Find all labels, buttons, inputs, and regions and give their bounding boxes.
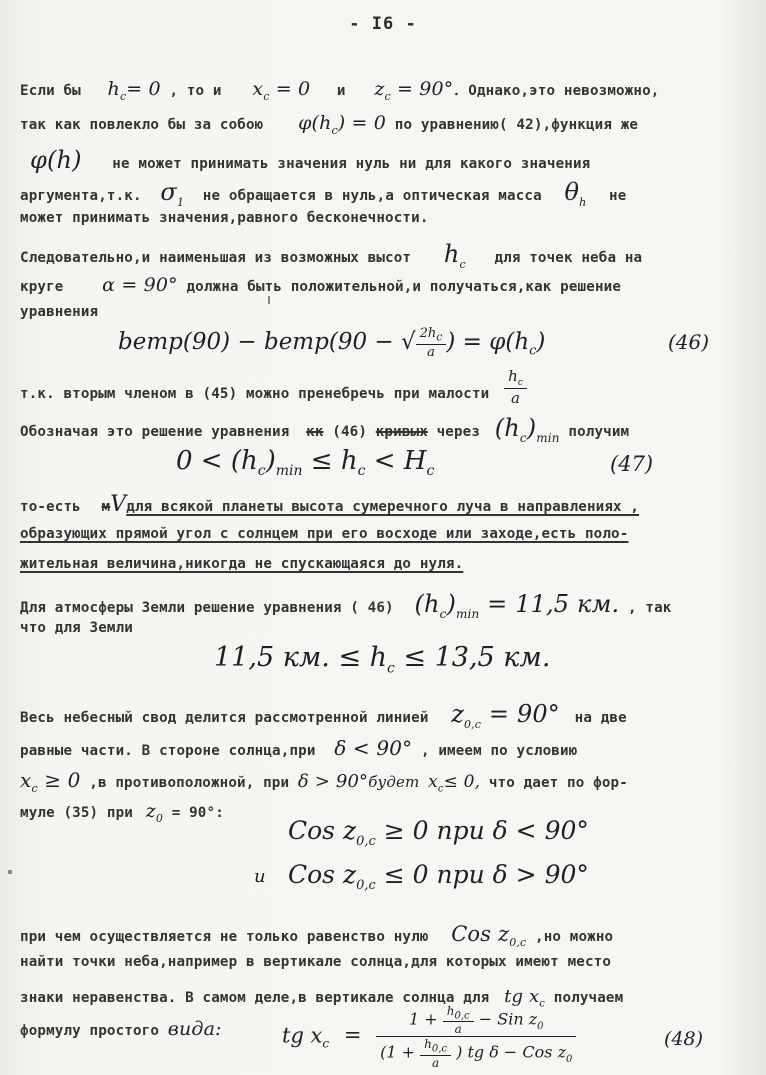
handwritten-budet: будет — [368, 773, 420, 791]
handwritten-cos-z0c: Cos $z_{0,c}$ — [451, 922, 527, 950]
scan-mark — [268, 296, 270, 304]
text: формулу простого — [20, 1023, 160, 1039]
handwritten-delta-lt-90: δ < 90° — [334, 736, 413, 760]
text: так как повлекло бы за собою — [20, 117, 264, 133]
handwritten-xc-le-0: $x_c\le 0$, — [428, 772, 481, 795]
formula-46: bemp(90) − bemp(90 − √ $\frac{2h_c}{a}$ ) = $\varphi(h_c)$ — [118, 326, 546, 360]
text: Весь небесный свод делится рассмотренной линией — [20, 710, 429, 726]
text-line-2 — [20, 112, 638, 137]
equation-number-48: (48) — [664, 1028, 704, 1050]
and-word: и — [254, 866, 266, 887]
handwritten-hc: $h_c= 0$ — [107, 78, 161, 103]
text: при чем осуществляется не только равенство нулю — [20, 929, 429, 945]
handwritten-zc: $z_c = 90^\circ$. — [374, 78, 460, 103]
text: по уравнению( 42),функция же — [394, 117, 639, 133]
text: , то и — [169, 83, 222, 99]
text: получим — [568, 424, 630, 440]
text: т.к. вторым членом в (45) можно пренебречь при малости — [20, 386, 490, 402]
text-line-15 — [20, 620, 133, 636]
text: Обозначая это решение уравнения — [20, 424, 290, 440]
text-line-9 — [20, 367, 527, 407]
formula-earth: 11,5 км. ≤ $h_c \le 13,5$ км. — [214, 642, 551, 677]
text-line-12: образующих прямой угол с солнцем при его восходе или заходе,есть поло- — [20, 526, 629, 542]
text: Однако,это невозможно, — [468, 83, 660, 99]
text-line-13: жительная величина,никогда не спускающаяся до нуля. — [20, 556, 464, 572]
text: не может принимать значения нуль ни для какого значения — [112, 156, 591, 172]
scan-mark — [8, 870, 12, 874]
text: то-есть — [20, 499, 81, 515]
text: Если бы — [20, 83, 81, 99]
page-number: - I6 - — [349, 14, 417, 34]
handwritten-phi-hc: $\varphi(h_c) = 0$ — [298, 112, 387, 137]
text: не обращается в нуль,а оптическая масса — [202, 188, 542, 204]
text: Следовательно,и наименьшая из возможных высот — [20, 250, 412, 266]
underlined-text: для всякой планеты высота сумеречного луча в направлениях , — [126, 499, 640, 515]
handwritten-z0c-90: $z_{0,c} = 90^\circ$ — [451, 700, 560, 731]
text: на две — [574, 710, 627, 726]
text: через — [436, 424, 481, 440]
struck-text: м — [101, 499, 111, 515]
text-line-17 — [20, 736, 577, 760]
text-line-1 — [20, 78, 660, 103]
text: аргумента,т.к. — [20, 188, 142, 204]
handwritten-alpha-90: α = 90° — [102, 274, 178, 296]
text: (46) — [332, 424, 368, 440]
text-line-5 — [20, 210, 429, 226]
text: Для атмосферы Земли решение уравнения ( 46) — [20, 600, 394, 616]
struck-text: кривых — [375, 424, 428, 440]
handwritten-vida: вида: — [167, 1018, 222, 1040]
equation-number-47: (47) — [610, 452, 654, 476]
text: ,но можно — [535, 929, 614, 945]
handwritten-check-mark: V — [110, 492, 127, 517]
text: , имеем по условию — [420, 743, 578, 759]
text: = 90°: — [171, 805, 224, 821]
text: круге — [20, 279, 64, 295]
text-line-10 — [20, 414, 629, 445]
text: не — [609, 188, 627, 204]
handwritten-hc-min: $(h_c)_{min}$ — [494, 414, 560, 445]
equation-number-46: (46) — [668, 330, 710, 354]
handwritten-hc-min-value: $(h_c)_{min} = 11,5$ км. — [414, 590, 620, 621]
text: уравнения — [20, 304, 99, 320]
handwritten-xc: $x_c = 0$ — [252, 78, 311, 103]
formula-cos-ge: Cos $z_{0,c} \ge 0$ при δ < 90° — [288, 816, 589, 849]
text-line-21 — [20, 954, 611, 970]
text: может принимать значения,равного бесконечности. — [20, 210, 429, 226]
handwritten-tg-xc: tg $x_c$ — [504, 986, 546, 1010]
text-line-18 — [20, 768, 628, 795]
text: получаем — [553, 990, 624, 1006]
formula-cos-le: Cos $z_{0,c} \le 0$ при δ > 90° — [288, 860, 589, 893]
handwritten-hc-2: $h_c$ — [443, 240, 466, 271]
text-line-6 — [20, 240, 642, 271]
handwritten-delta-gt-90: δ > 90° — [297, 771, 369, 792]
text: должна быть положительной,и получаться,как решение — [186, 279, 622, 295]
handwritten-hc-over-a: $\frac{h_c}{a}$ — [504, 367, 527, 407]
handwritten-sigma1: $\sigma_1$ — [160, 178, 185, 209]
text: равные части. В стороне солнца,при — [20, 743, 316, 759]
handwritten-phi-h: φ(h) — [30, 146, 82, 174]
text: и — [336, 83, 346, 99]
handwritten-z0-90: $z_0$ — [145, 800, 164, 825]
handwritten-xc-ge-0: $x_c \ge 0$ — [20, 768, 81, 795]
text-line-20 — [20, 922, 613, 949]
text-line-19 — [20, 800, 224, 825]
text: что для Земли — [20, 620, 133, 636]
text: что дает по фор- — [488, 775, 628, 791]
formula-47: $0 < (h_c)_{min} \le h_c < H_c$ — [176, 446, 435, 480]
text-line-3 — [20, 146, 590, 174]
text: найти точки неба,например в вертикале солнца,для которых имеют место — [20, 954, 612, 970]
formula-48: tg $x_c$ = 1 + $\frac{h_{0,c}}{a}$ − Sin $z_0$ (1 + $\frac{h_{0,c}}{a}$ ) tg δ − Cos $z_0$ — [282, 1004, 576, 1070]
text-line-14 — [20, 590, 672, 621]
struck-text: кк — [306, 424, 324, 440]
text-line-11 — [20, 492, 639, 517]
text-line-4 — [20, 178, 626, 209]
text-line-23 — [20, 1018, 222, 1040]
text-line-8 — [20, 304, 98, 320]
text-line-7 — [20, 274, 621, 296]
text: ,в противоположной, при — [89, 775, 290, 791]
text: муле (35) при — [20, 805, 133, 821]
text-line-16 — [20, 700, 627, 731]
text: знаки неравенства. В самом деле,в вертикале солнца для — [20, 990, 490, 1006]
handwritten-theta-h: $\theta_h$ — [564, 178, 587, 209]
text: для точек неба на — [494, 250, 643, 266]
text: , так — [628, 600, 672, 616]
